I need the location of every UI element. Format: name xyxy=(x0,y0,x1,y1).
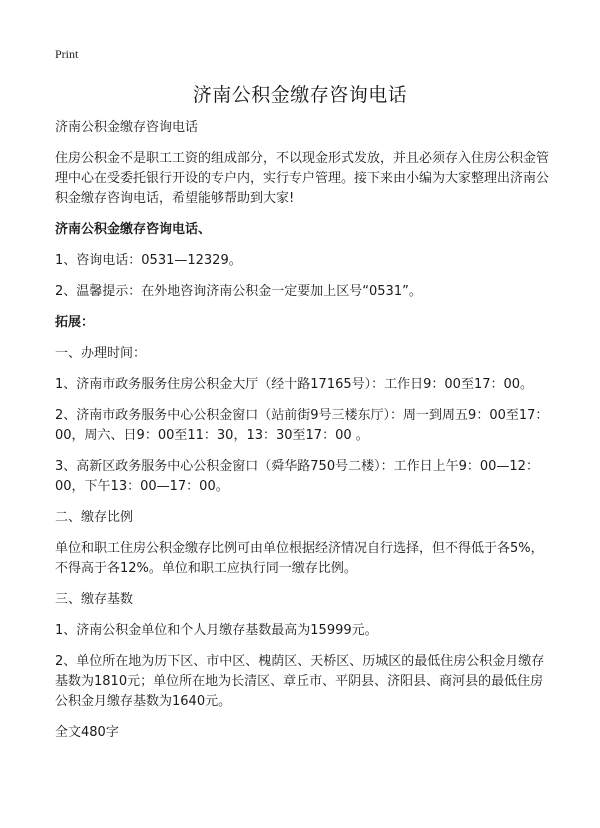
base-item-2: 2、单位所在地为历下区、市中区、槐荫区、天桥区、历城区的最低住房公积金月缴存基数为1810元；单位所在地为长清区、章丘市、平阴县、济阳县、商河县的最低住房公积金月缴存基数为1640元。 xyxy=(55,654,545,709)
hours-item-2: 2、济南市政务服务中心公积金窗口（站前街9号三楼东厅）：周一到周五9：00至17：00，周六、日9：00至11：30，13：30至17：00 。 xyxy=(55,408,549,443)
phone-item: 1、咨询电话：0531—12329。 xyxy=(55,253,242,268)
word-count: 全文480字 xyxy=(55,725,119,740)
subtitle-text: 济南公积金缴存咨询电话 xyxy=(55,120,199,135)
print-link[interactable]: Print xyxy=(55,47,79,61)
hours-item-3: 3、高新区政务服务中心公积金窗口（舜华路750号二楼）：工作日上午9：00—12：00，下午13：00—17：00。 xyxy=(55,459,539,494)
base-item-1: 1、济南公积金单位和个人月缴存基数最高为15999元。 xyxy=(55,623,378,638)
page-title: 济南公积金缴存咨询电话 xyxy=(192,84,408,106)
ratio-heading: 二、缴存比例 xyxy=(55,510,134,525)
ratio-paragraph: 单位和职工住房公积金缴存比例可由单位根据经济情况自行选择，但不得低于各5%，不得高于各12%。单位和职工应执行同一缴存比例。 xyxy=(55,541,544,576)
hours-item-1: 1、济南市政务服务住房公积金大厅（经十路17165号）：工作日9：00至17：00。 xyxy=(55,377,534,392)
intro-paragraph: 住房公积金不是职工工资的组成部分，不以现金形式发放，并且必须存入住房公积金管理中心在受委托银行开设的专户内，实行专户管理。接下来由小编为大家整理出济南公积金缴存咨询电话，希望能够帮助到大家! xyxy=(55,151,550,206)
section-heading: 济南公积金缴存咨询电话、 xyxy=(55,222,212,237)
base-heading: 三、缴存基数 xyxy=(55,592,134,607)
article-body xyxy=(55,118,555,743)
extension-heading: 拓展： xyxy=(55,315,95,330)
hours-heading: 一、办理时间： xyxy=(55,346,147,361)
tip-item: 2、温馨提示：在外地咨询济南公积金一定要加上区号“0531”。 xyxy=(55,284,422,299)
